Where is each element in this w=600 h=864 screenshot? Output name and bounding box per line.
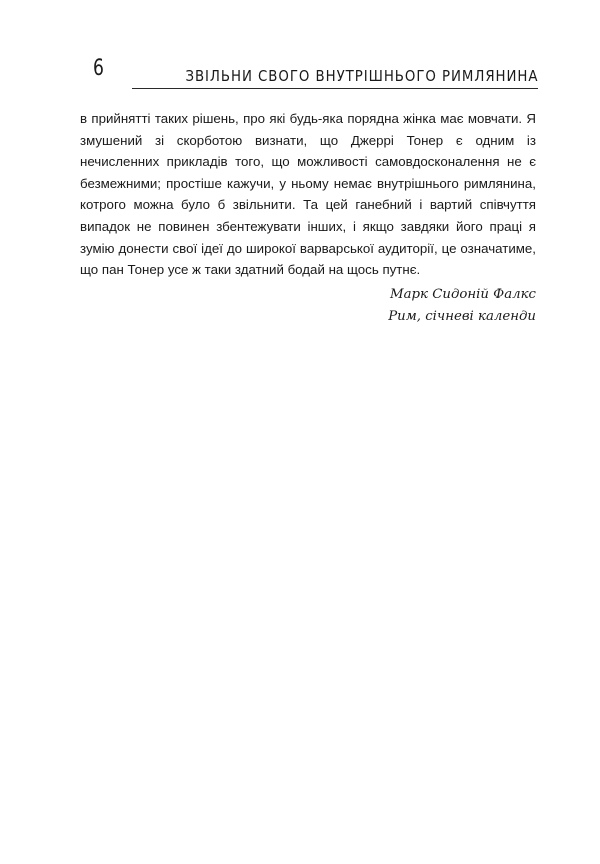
signature-block (388, 284, 536, 327)
running-head (132, 64, 538, 89)
running-head-title: ЗВІЛЬНИ СВОГО ВНУТРІШНЬОГО РИМЛЯНИНА (184, 67, 538, 85)
page-number: 6 (93, 56, 104, 81)
signature-author: Марк Сидоній Фалкс (389, 287, 536, 302)
signature-place-date: Рим, січневі календи (388, 308, 536, 324)
body-paragraph: в прийнятті таких рішень, про які будь-яка порядна жінка має мовчати. Я змушений зі скорботою визнати, що Джеррі Тонер є одним із нечисленних прикладів того, що можливості самовдосконалення не є безмежними; простіше кажучи, у ньому немає внутрішнього римлянина, котрого можна було б звільнити. Та цей ганебний і вартий співчуття випадок не повинен збентежувати інших, і якщо завдяки його праці я зумію донести свої ідеї до широкої варварської аудиторії, це означатиме, що пан Тонер усе ж таки здатний бодай на щось путнє. (80, 111, 536, 278)
